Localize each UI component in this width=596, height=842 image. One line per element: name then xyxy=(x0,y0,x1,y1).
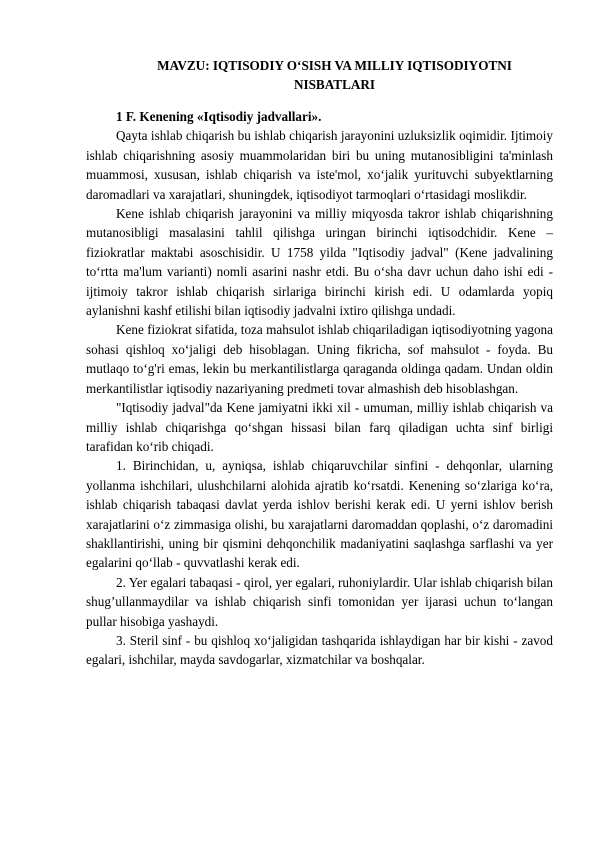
paragraph: Kene fiziokrat sifatida, toza mahsulot ishlab chiqariladigan iqtisodiyotning yagona sohasi qishloq xo‘jaligi deb hisoblagan. Uning fikricha, sof mahsulot - foyda. Bu mutlaqo to‘g'ri emas, lekin bu merkantilistlarga qaraganda oldinga qadam. Undan oldin merkantilistlar iqtisodiy nazariyaning predmeti tovar almashish deb hisoblashgan. xyxy=(86,322,553,396)
document-page xyxy=(86,56,553,670)
list-paragraph: 3. Steril sinf - bu qishloq xo‘jaligidan tashqarida ishlaydigan har bir kishi - zavod egalari, ishchilar, mayda savdogarlar, xizmatchilar va boshqalar. xyxy=(86,632,553,668)
list-paragraph: 1. Birinchidan, u, ayniqsa, ishlab chiqaruvchilar sinfini - dehqonlar, ularning yollanma ishchilari, ulushchilarni alohida ajratib ko‘rsatdi. Kenening so‘zlariga ko‘ra, ishlab chiqarish tabaqasi davlat yerda ishlov berishi kerak edi. U yerni ishlov berish xarajatlarini o‘z zimmasiga olishi, bu xarajatlarni daromaddan qoplashi, o‘z daromadini shakllantirishi, uning bir qismini dehqonchilik madaniyatini saqlashga sarflashi va yer egalarini qo‘llab - quvvatlashi kerak edi. xyxy=(86,458,553,571)
title-line-2: NISBATLARI xyxy=(293,77,376,92)
section-heading: 1 F. Kenening «Iqtisodiy jadvallari». xyxy=(116,109,322,124)
list-paragraph: 2. Yer egalari tabaqasi - qirol, yer egalari, ruhoniylardir. Ular ishlab chiqarish bilan shug’ullanmaydilar va ishlab chiqarish sinfi tomonidan yer ijarasi uchun to‘langan pullar hisobiga yashaydi. xyxy=(86,574,553,629)
paragraph: Kene ishlab chiqarish jarayonini va milliy miqyosda takror ishlab chiqarishning mutanosibligi masalasini tahlil qilishga uringan birinchi iqtisodchidir. Kene – fiziokratlar maktabi asoschisidir. U 1758 yilda "Iqtisodiy jadval" (Kene jadvalining to‘rtta ma'lum varianti) nomli asarini nashr etdi. Bu o‘sha davr uchun daho ishi edi - ijtimoiy takror ishlab chiqarish sirlariga birinchi kirish edi. U odamlarda yopiq aylanishni kashf etilishi bilan iqtisodiy jadvalni ixtiro qilishga undadi. xyxy=(86,206,553,319)
paragraph: "Iqtisodiy jadval"da Kene jamiyatni ikki xil - umuman, milliy ishlab chiqarish va milliy ishlab chiqarishga qo‘shgan hissasi bilan farq qiladigan uchta sinf birligi tarafidan ko‘rib chiqadi. xyxy=(86,400,553,454)
paragraph: Qayta ishlab chiqarish bu ishlab chiqarish jarayonini uzluksizlik oqimidir. Ijtimoiy ishlab chiqarishning asosiy muammolaridan biri bu uning mutanosibligini ta'minlash muammosi, xususan, ishlab chiqarish va iste'mol, xo‘jalik yurituvchi subyektlarning daromadlari va xarajatlari, shuningdek, iqtisodiyot tarmoqlari o‘rtasidagi moslikdir. xyxy=(86,128,553,202)
page-title xyxy=(86,56,553,94)
title-line-1: MAVZU: IQTISODIY O‘SISH VA MILLIY IQTISODIYOTNI xyxy=(157,58,512,73)
